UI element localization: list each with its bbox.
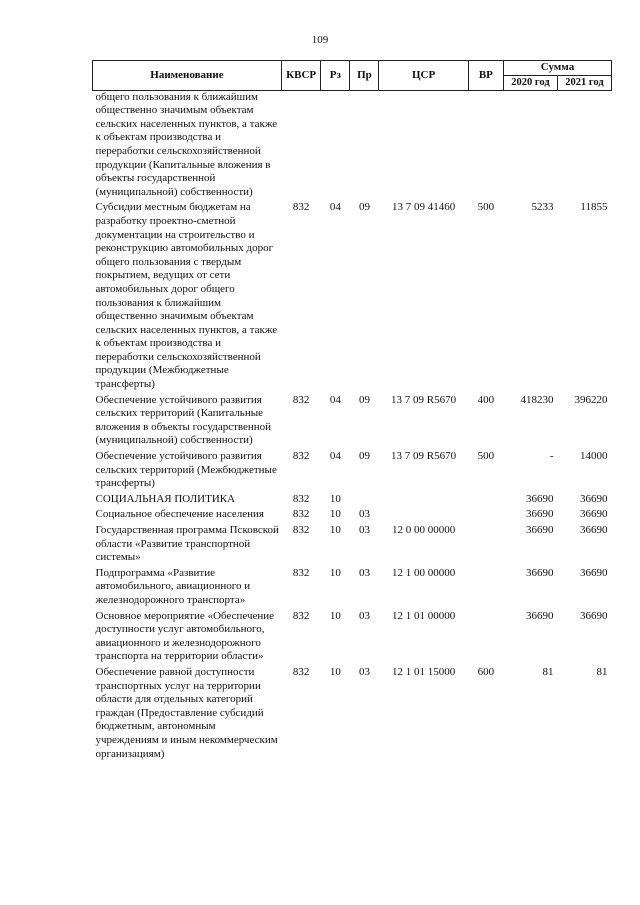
cell-2021: 14000 — [580, 450, 608, 463]
cell-kvsr — [281, 90, 320, 199]
cell-pr: 09 — [358, 393, 370, 406]
cell-2021: 36690 — [580, 524, 608, 536]
cell-pr: 03 — [358, 524, 370, 536]
cell-2020: 418230 — [520, 393, 554, 406]
cell-kvsr: 832 — [292, 393, 310, 406]
cell-2021 — [557, 90, 611, 199]
cell-kvsr: 832 — [292, 524, 310, 536]
cell-kvsr: 832 — [292, 566, 310, 579]
cell-rz: 10 — [329, 609, 341, 622]
budget-table — [92, 60, 612, 761]
cell-2020: 36690 — [525, 508, 554, 521]
table-body — [93, 90, 612, 761]
cell-2020: 36690 — [525, 524, 554, 536]
cell-name: Обеспечение устойчивого развития сельских территорий (Межбюджетные трансферты) — [95, 450, 277, 490]
table-header — [93, 61, 612, 91]
cell-kvsr: 832 — [292, 665, 310, 678]
cell-csr — [379, 491, 468, 507]
table-row — [93, 199, 612, 391]
table-row — [93, 522, 612, 565]
header-name: Наименование — [93, 61, 282, 91]
cell-name: Основное мероприятие «Обеспечение доступности услуг автомобильного, авиационного и железнодорожного транспорта на территории области» — [95, 609, 275, 663]
table-row — [93, 448, 612, 491]
cell-rz: 10 — [329, 665, 341, 678]
cell-2021: 36690 — [580, 566, 608, 579]
cell-kvsr: 832 — [292, 609, 310, 622]
table-row — [93, 491, 612, 507]
cell-name: Подпрограмма «Развитие автомобильного, авиационного и железнодорожного транспорта» — [95, 566, 251, 606]
cell-kvsr: 832 — [292, 201, 310, 214]
table-row — [93, 565, 612, 608]
header-vr: ВР — [468, 61, 503, 91]
cell-name: Субсидии местным бюджетам на разработку проектно-сметной документации на строительство и реконструкцию автомобильных дорог общего пользования с твердым покрытием, ведущих от сети автомобильных дорог общего пользования к ближайшим общественно значимым объектам сельских населенных пунктов, а также к объектам производства и переработки сельскохозяйственной продукции (Межбюджетные трансферты) — [95, 201, 278, 391]
cell-csr: 13 7 09 R5670 — [391, 450, 457, 463]
cell-rz — [321, 90, 350, 199]
cell-csr: 13 7 09 R5670 — [391, 393, 457, 406]
cell-2020 — [504, 90, 558, 199]
cell-csr: 12 1 01 00000 — [391, 609, 456, 622]
header-sum: Сумма — [504, 61, 612, 76]
header-csr: ЦСР — [379, 61, 468, 91]
cell-rz: 10 — [329, 566, 341, 579]
table-row — [93, 608, 612, 664]
cell-2020: - — [549, 450, 554, 463]
cell-2020: 81 — [542, 665, 554, 678]
table-row — [93, 506, 612, 522]
page-number: 109 — [311, 34, 329, 46]
cell-vr — [468, 506, 503, 522]
cell-csr: 12 1 01 15000 — [391, 665, 456, 678]
cell-csr: 12 1 00 00000 — [391, 566, 456, 579]
cell-name: Обеспечение равной доступности транспортных услуг на территории области для отдельных категорий граждан (Предоставление субсидий бюджетным, автономным учреждениям и иным некоммерческим организациям) — [95, 665, 278, 760]
cell-vr: 500 — [477, 201, 495, 214]
cell-name: Государственная программа Псковской области «Развитие транспортной системы» — [95, 524, 279, 564]
cell-pr: 03 — [358, 566, 370, 579]
cell-rz: 04 — [329, 450, 341, 463]
cell-vr — [468, 90, 503, 199]
cell-2021: 396220 — [574, 393, 608, 406]
cell-vr — [468, 522, 503, 565]
cell-2021: 36690 — [580, 609, 608, 622]
cell-2021: 36690 — [580, 492, 608, 505]
header-year-2020: 2020 год — [504, 76, 558, 91]
header-rz: Рз — [321, 61, 350, 91]
cell-csr: 12 0 00 00000 — [391, 524, 456, 536]
cell-vr — [468, 608, 503, 664]
cell-rz: 04 — [329, 201, 341, 214]
cell-kvsr: 832 — [292, 450, 310, 463]
cell-csr — [379, 506, 468, 522]
cell-pr — [350, 491, 379, 507]
cell-pr: 03 — [358, 508, 370, 521]
cell-pr: 09 — [358, 201, 370, 214]
cell-rz: 04 — [329, 393, 341, 406]
cell-name: общего пользования к ближайшим общественно значимым объектам сельских населенных пунктов, а также к объектам производства и переработки сельскохозяйственной продукции (Капитальные вложения в объекты государственной (муниципальной) собственности) — [95, 90, 278, 198]
cell-kvsr: 832 — [292, 508, 310, 521]
cell-rz: 10 — [329, 492, 341, 505]
cell-vr — [468, 565, 503, 608]
header-year-2021: 2021 год — [557, 76, 611, 91]
cell-pr: 03 — [358, 665, 370, 678]
table-row — [93, 392, 612, 448]
header-pr: Пр — [350, 61, 379, 91]
table-row — [93, 664, 612, 761]
cell-vr: 600 — [477, 665, 495, 678]
cell-2020: 36690 — [525, 566, 554, 579]
cell-2021: 36690 — [580, 508, 608, 521]
table-row — [93, 90, 612, 199]
cell-2020: 36690 — [525, 609, 554, 622]
cell-name: СОЦИАЛЬНАЯ ПОЛИТИКА — [95, 492, 236, 505]
cell-csr: 13 7 09 41460 — [391, 201, 456, 214]
cell-pr — [350, 90, 379, 199]
cell-2021: 81 — [596, 665, 608, 678]
header-kvsr: КВСР — [281, 61, 320, 91]
cell-2020: 36690 — [525, 492, 554, 505]
cell-name: Обеспечение устойчивого развития сельских территорий (Капитальные вложения в объекты государственной (муниципальной) собственности) — [95, 393, 272, 447]
cell-vr: 400 — [477, 393, 495, 406]
cell-vr: 500 — [477, 450, 495, 463]
cell-pr: 09 — [358, 450, 370, 463]
cell-vr — [468, 491, 503, 507]
cell-pr: 03 — [358, 609, 370, 622]
cell-2020: 5233 — [531, 201, 554, 214]
cell-kvsr: 832 — [292, 492, 310, 505]
cell-csr — [379, 90, 468, 199]
cell-rz: 10 — [329, 508, 341, 521]
cell-rz: 10 — [329, 524, 341, 536]
cell-name: Социальное обеспечение населения — [95, 508, 264, 521]
cell-2021: 11855 — [580, 201, 608, 214]
